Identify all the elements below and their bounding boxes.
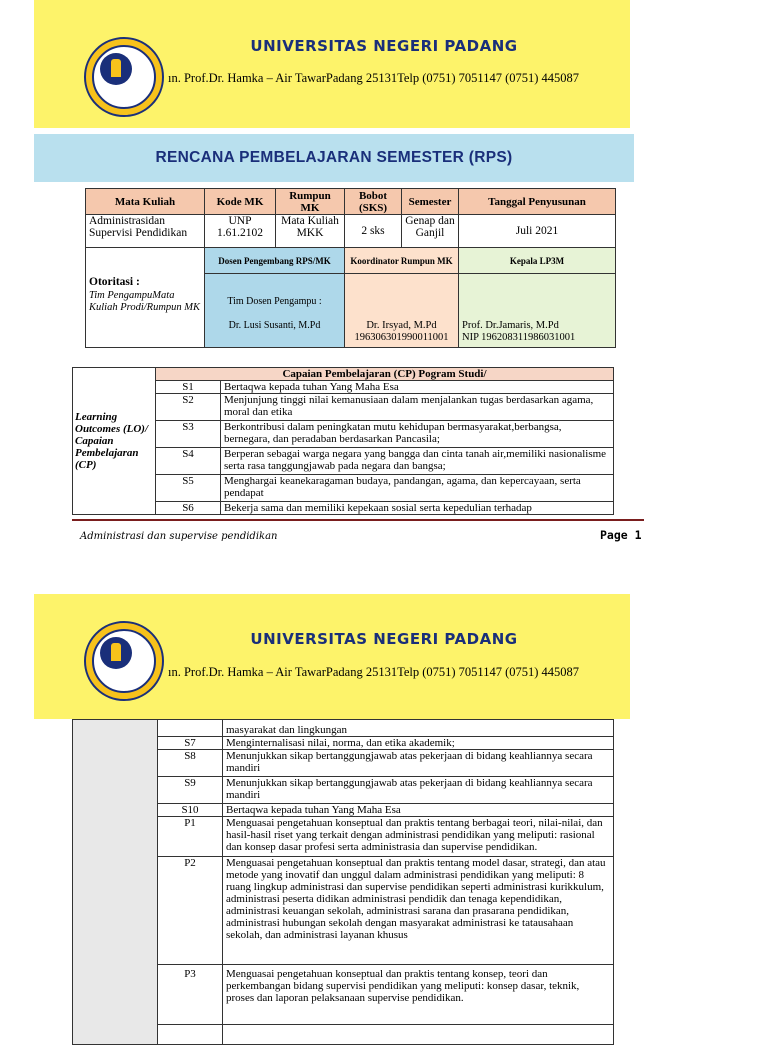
course-credits: 2 sks (345, 215, 402, 248)
cp-code: S9 (158, 777, 223, 804)
cp-text: Bekerja sama dan memiliki kepekaan sosial serta kepedulian terhadap (221, 502, 614, 515)
col-header-bobot: Bobot (SKS) (345, 189, 402, 215)
sig-developer-name: Dr. Lusi Susanti, M.Pd (228, 320, 321, 331)
cp-code: P3 (158, 965, 223, 1025)
col-header-kode-mk: Kode MK (205, 189, 276, 215)
cp-text: Bertaqwa kepada tuhan Yang Maha Esa (221, 381, 614, 394)
cp-code: S8 (158, 750, 223, 777)
course-name: Administrasidan Supervisi Pendidikan (86, 215, 205, 248)
page-number: Page 1 (600, 528, 642, 542)
cp-code: S2 (156, 394, 221, 421)
cp-text: masyarakat dan lingkungan (223, 720, 614, 737)
sig-header-coordinator: Koordinator Rumpun MK (345, 248, 459, 274)
sig-coordinator (345, 274, 459, 348)
course-info-table (85, 188, 616, 348)
course-code: UNP 1.61.2102 (205, 215, 276, 248)
sig-coordinator-nip: 196306301990011001 (354, 332, 449, 343)
sig-developer (205, 274, 345, 348)
cp-code: P1 (158, 817, 223, 857)
cp-code: S4 (156, 448, 221, 475)
cp-text: Menginternalisasi nilai, norma, dan etika akademik; (223, 737, 614, 750)
page-title: RENCANA PEMBELAJARAN SEMESTER (RPS) (155, 149, 513, 166)
cp-text: Menghargai keanekaragaman budaya, pandangan, agama, dan kepercayaan, serta pendapat (221, 475, 614, 502)
cp-code: S10 (158, 804, 223, 817)
learning-outcomes-table (72, 367, 614, 515)
sig-head-nip: NIP 196208311986031001 (462, 332, 576, 343)
col-header-tanggal: Tanggal Penyusunan (459, 189, 616, 215)
course-semester: Genap dan Ganjil (402, 215, 459, 248)
cp-code (158, 720, 223, 737)
col-header-rumpun-mk: Rumpun MK (276, 189, 345, 215)
sig-header-developer: Dosen Pengembang RPS/MK (205, 248, 345, 274)
cp-code (158, 1025, 223, 1045)
authority-sublabel: Tim PengampuMata Kuliah Prodi/Rumpun MK (89, 290, 201, 313)
learning-outcomes-table-continued (72, 719, 614, 1045)
cp-text: Berkontribusi dalam peningkatan mutu kehidupan bermasyarakat,berbangsa, bernegara, dan peradaban berdasarkan Pancasila; (221, 421, 614, 448)
cp-text: Menjunjung tinggi nilai kemanusiaan dalam menjalankan tugas berdasarkan agama, moral dan etika (221, 394, 614, 421)
course-date: Juli 2021 (459, 215, 616, 248)
cp-text: Menunjukkan sikap bertanggungjawab atas pekerjaan di bidang keahliannya secara mandiri (223, 777, 614, 804)
university-address: ın. Prof.Dr. Hamka – Air TawarPadang 25131Telp (0751) 7051147 (0751) 445087 (168, 665, 580, 679)
lo-label-continued (73, 720, 158, 1045)
authority-cell (86, 248, 205, 348)
col-header-mata-kuliah: Mata Kuliah (86, 189, 205, 215)
cp-code: S6 (156, 502, 221, 515)
cp-text: Menunjukkan sikap bertanggungjawab atas pekerjaan di bidang keahliannya secara mandiri (223, 750, 614, 777)
sig-developer-team: Tim Dosen Pengampu : (227, 296, 322, 307)
sig-head-name: Prof. Dr.Jamaris, M.Pd (462, 320, 559, 331)
sig-head (459, 274, 616, 348)
university-address: ın. Prof.Dr. Hamka – Air TawarPadang 25131Telp (0751) 7051147 (0751) 445087 (168, 71, 580, 85)
cp-text (223, 1025, 614, 1045)
rps-title-bar (34, 134, 634, 182)
cp-code: S1 (156, 381, 221, 394)
university-name: UNIVERSITAS NEGERI PADANG (250, 37, 518, 55)
sig-coordinator-name: Dr. Irsyad, M.Pd (366, 320, 437, 331)
university-name: UNIVERSITAS NEGERI PADANG (250, 630, 518, 648)
footer-divider (72, 519, 644, 521)
authority-label: Otoritasi : (89, 276, 140, 288)
cp-text: Menguasai pengetahuan konseptual dan praktis tentang model dasar, strategi, dan atau metode yang inovatif dan unggul dalam administrasi pendidikan yang meliputi: 8 ruang lingkup administrasi dan supervise pendidikan seperti administrasi kurikkulum, administrasi peserta didikan administrasi pendidik dan tenaga kependidikan, administrasi keuangan sekolah, administrasi sarana dan prasarana pendidikan, administrasi hubungan sekolah dengan masyarakat administrasi ke tatausahaan sekolah, dan administrasi layanan khusus (223, 857, 614, 965)
cp-text: Menguasai pengetahuan konseptual dan praktis tentang konsep, teori dan perkembangan bidang supervisi pendidikan yang meliputi: konsep dasar, teknik, proses dan laporan pelaksanaan supervise pendidikan. (223, 965, 614, 1025)
cp-text: Bertaqwa kepada tuhan Yang Maha Esa (223, 804, 614, 817)
cp-code: S7 (158, 737, 223, 750)
cp-header: Capaian Pembelajaran (CP) Pogram Studi/ (156, 368, 614, 381)
cp-text: Berperan sebagai warga negara yang bangga dan cinta tanah air,memiliki nasionalisme serta rasa tanggungjawab pada negara dan bangsa; (221, 448, 614, 475)
cp-code: S3 (156, 421, 221, 448)
col-header-semester: Semester (402, 189, 459, 215)
cp-code: P2 (158, 857, 223, 965)
sig-header-head: Kepala LP3M (459, 248, 616, 274)
course-cluster: Mata Kuliah MKK (276, 215, 345, 248)
cp-text: Menguasai pengetahuan konseptual dan praktis tentang berbagai teori, nilai-nilai, dan hasil-hasil riset yang terkait dengan administrasi pendidikan yang meliputi: rasional dan konsep dasar profesi serta administrasia dan supervise pendidikan. (223, 817, 614, 857)
lo-label: Learning Outcomes (LO)/ Capaian Pembelajaran (CP) (73, 368, 156, 515)
cp-code: S5 (156, 475, 221, 502)
footer-course-name: Administrasi dan supervise pendidikan (80, 531, 278, 542)
